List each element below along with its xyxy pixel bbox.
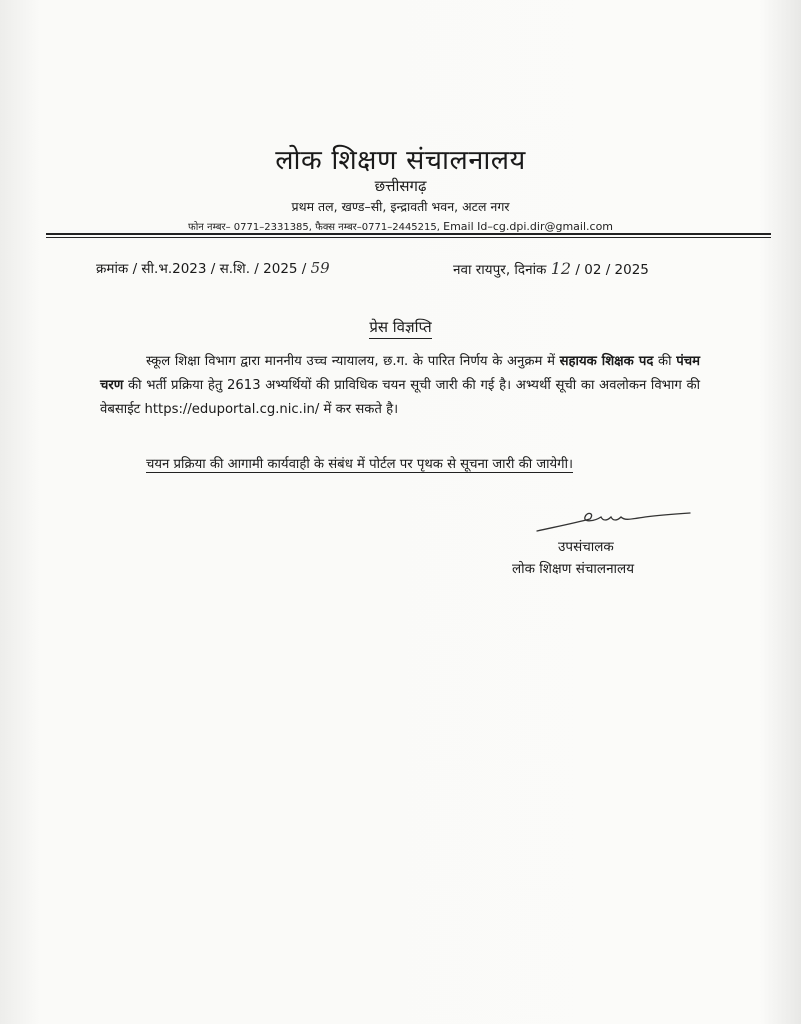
date-rest: / 02 / 2025	[575, 262, 649, 278]
press-release-title	[0, 317, 801, 337]
header-divider	[46, 233, 771, 235]
notice-text: चयन प्रक्रिया की आगामी कार्यवाही के संबंध में पोर्टल पर पृथक से सूचना जारी की जायेगी।	[146, 457, 574, 472]
reference-number	[96, 259, 330, 277]
body-part-1: स्कूल शिक्षा विभाग द्वारा माननीय उच्च न्यायालय, छ.ग. के पारित निर्णय के अनुक्रम में	[146, 354, 560, 369]
date-line	[453, 259, 649, 278]
date-place: नवा रायपुर, दिनांक	[453, 262, 547, 278]
address: प्रथम तल, खण्ड–सी, इन्द्रावती भवन, अटल नगर	[291, 199, 510, 214]
state-name: छत्तीसगढ़	[374, 177, 427, 195]
press-release-title-text: प्रेस विज्ञप्ति	[369, 318, 431, 339]
header-divider-thin	[46, 237, 771, 238]
press-release-body	[100, 350, 700, 422]
body-bold-post: सहायक शिक्षक पद	[559, 354, 654, 369]
notice-paragraph	[100, 453, 700, 477]
reference-prefix: क्रमांक / सी.भ.2023 / स.शि. / 2025 /	[96, 261, 307, 277]
email: Email Id–cg.dpi.dir@gmail.com	[443, 220, 614, 233]
phone-fax: फोन नम्बर– 0771–2331385, फैक्स नम्बर–0771–2445215,	[187, 222, 440, 233]
body-part-3: की भर्ती प्रक्रिया हेतु 2613 अभ्यर्थियों की प्राविधिक चयन सूची जारी की गई है। अभ्यर्थी सूची का अवलोकन विभाग की वेबसाईट https://eduportal.cg.nic.in/ में कर सकते है।	[100, 378, 700, 417]
date-handwritten-day: 12	[550, 259, 572, 278]
signatory-designation: उपसंचालक	[558, 539, 614, 555]
signatory-office: लोक शिक्षण संचालनालय	[512, 561, 635, 577]
reference-handwritten-number: 59	[310, 259, 330, 277]
body-bold-phase: पंचम चरण	[100, 354, 700, 393]
body-part-2: की	[653, 354, 677, 369]
org-name: लोक शिक्षण संचालनालय	[275, 145, 526, 176]
contact-line	[0, 219, 801, 233]
signature-image	[535, 505, 695, 535]
